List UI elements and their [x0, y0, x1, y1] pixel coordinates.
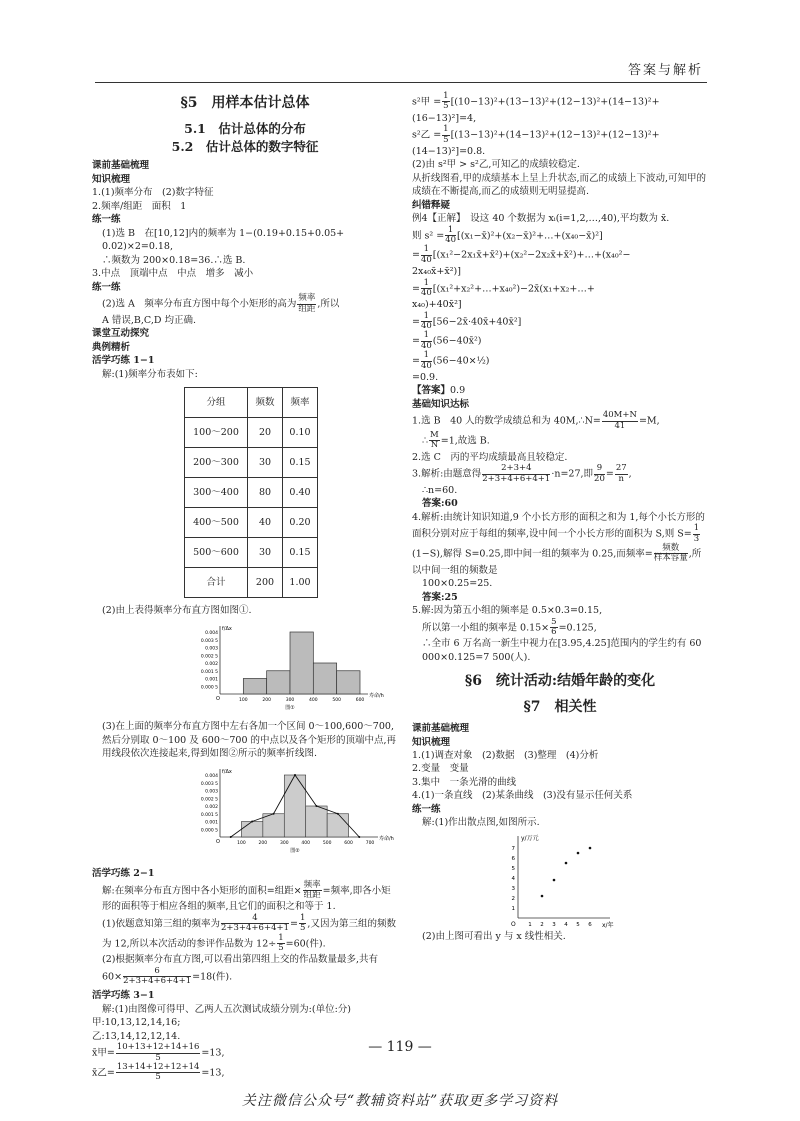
scatter-plot — [498, 832, 628, 930]
y-tick-label: 0.002 — [205, 804, 218, 810]
polygon-vertex — [230, 836, 232, 838]
table-cell: 分组 — [185, 388, 248, 418]
x-tick-label: 500 — [322, 840, 332, 846]
y-tick-label: 0.000 5 — [200, 685, 218, 691]
histogram-bar — [290, 632, 313, 694]
text-line: 0.02)×2=0.18, — [102, 241, 173, 253]
equation-line: = $\frac{1}{40}$ (56−40×½) — [412, 350, 490, 371]
polygon-vertex — [251, 820, 253, 822]
heading: 课前基础梳理 — [92, 160, 150, 172]
heading: 练一练 — [92, 214, 121, 226]
text-line — [92, 294, 398, 314]
y-axis-label: f/Δx — [222, 625, 232, 632]
scatter-point — [553, 879, 556, 882]
table-cell: 30 — [248, 538, 283, 568]
table-cell: 500～600 — [185, 538, 248, 568]
x-tick-label: 100 — [239, 697, 248, 703]
polygon-vertex — [315, 805, 317, 807]
text-line — [92, 953, 398, 986]
text-span: (2)根据频率分布直方图,可以看出第四组上交的作品数量最多,共有 60× — [102, 954, 378, 983]
y-tick-label: 2 — [511, 895, 515, 902]
y-tick-label: 0.001 5 — [200, 669, 218, 675]
frequency-table — [184, 387, 318, 598]
text-line: 1.(1)频率分布 (2)数字特征 — [92, 187, 214, 199]
paragraph: 从折线图看,甲的成绩基本上呈上升状态,而乙的成绩上下波动,可知甲的成绩在不断提高,而乙的成绩则无明显提高. — [412, 172, 707, 198]
fraction: $\frac{1}{40}$ — [420, 244, 432, 265]
heading: 活学巧练 3−1 — [92, 990, 155, 1002]
origin-label: O — [511, 920, 516, 928]
text-span: (2)选 A 频率分布直方图中每个小矩形的高为 — [102, 298, 297, 310]
polygon-vertex — [358, 836, 360, 838]
x-tick-label: 1 — [528, 921, 532, 928]
table-cell: 300～400 — [185, 478, 248, 508]
fraction: $\frac{40M+N}{41}$ — [602, 410, 637, 431]
text-line: (2)由 s²甲 > s²乙,可知乙的成绩较稳定. — [412, 159, 580, 171]
text-line: ∴频数为 200×0.18=36.∴选 B. — [102, 254, 246, 266]
x-axis-label: x/年 — [602, 921, 614, 929]
text-line: 2.变量 变量 — [412, 763, 469, 775]
y-tick-label: 0.001 — [205, 677, 218, 683]
section-title: §7 相关性 — [523, 699, 597, 716]
text-line: (1)依题意知第三组的频率为 $\frac{4}{2+3+4+6+4+1}$ = $\frac{1}{5}$ ,又因为第三组的频数为 12,所以本次活动的参评作品数为 12÷ $\frac{1}{5}$ =60(件). — [102, 912, 396, 953]
text-line: 解:(1)作出散点图,如图所示. — [422, 817, 540, 829]
histogram-bar — [267, 671, 290, 694]
table-row — [185, 538, 318, 568]
y-tick-label: 3 — [511, 885, 515, 892]
fraction: $\frac{1}{5}$ — [278, 932, 284, 953]
heading: 课前基础梳理 — [412, 723, 470, 735]
figure-caption: 图② — [290, 847, 300, 854]
histogram-figure-1 — [190, 624, 390, 712]
y-axis-label: f/Δx — [222, 768, 232, 775]
x-axis-label: 寿命/h — [379, 835, 394, 842]
text-line: x̄甲= $\frac{10+13+12+14+16}{5}$ =13, — [92, 1042, 225, 1063]
text-span: ,所以 — [317, 298, 340, 310]
fraction: $\frac{1}{5}$ — [443, 91, 449, 112]
y-tick-label: 0.002 5 — [200, 654, 218, 660]
fraction: $\frac{9}{20}$ — [594, 463, 605, 484]
y-tick-label: 6 — [511, 855, 515, 862]
origin-label: O — [216, 838, 220, 845]
section-title: §6 统计活动:结婚年龄的变化 — [464, 673, 656, 690]
text-line: ∴ $\frac{M}{N}$ =1,故选 B. — [422, 430, 490, 451]
text-line: 乙:13,14,12,12,14. — [92, 1030, 181, 1042]
table-cell: 0.10 — [283, 418, 318, 448]
answer-line: 答案:25 — [422, 591, 458, 603]
text-line: (14−13)²]=0.8. — [412, 145, 486, 157]
text-span: ,又因为第三组的频数为 12,所以本次活动的参评作品数为 12÷ — [102, 918, 396, 949]
text-line: 解:(1)由图像可得甲、乙两人五次测试成绩分别为:(单位:分) — [102, 1003, 351, 1015]
subsection-title: 5.1 估计总体的分布 — [184, 120, 306, 136]
text-line — [92, 881, 398, 914]
y-tick-label: 0.003 5 — [200, 781, 218, 787]
y-tick-label: 0.002 5 — [200, 797, 218, 802]
fraction: $\frac{13+14+12+12+14}{5}$ — [116, 1062, 200, 1083]
text-line: A 错误,B,C,D 均正确. — [102, 314, 197, 326]
fraction: $\frac{\text{频率}}{\text{组距}}$ — [303, 879, 321, 901]
x-tick-label: 5 — [576, 921, 580, 928]
table-cell: 20 — [248, 418, 283, 448]
frequency-polygon-figure-2 — [190, 767, 400, 855]
equation-line: = $\frac{1}{40}$ [(x₁²−2x₁x̄+x̄²)+(x₂²−2x₂x̄+x̄²)+…+(x₄₀²− — [412, 244, 631, 265]
text-line: ∴n=60. — [422, 484, 458, 496]
header-title: 答案与解析 — [627, 63, 703, 78]
x-tick-label: 3 — [552, 921, 556, 928]
fraction: $\frac{1}{40}$ — [420, 350, 432, 371]
x-tick-label: 6 — [588, 921, 592, 928]
text-span: =频率,即各小矩形的面积等于相应各组的频率,且它们的面积之和等于 1. — [102, 885, 391, 913]
fraction: $\frac{1}{5}$ — [300, 912, 306, 934]
text-line: 3.解析:由题意得 $\frac{2+3+4}{2+3+4+6+4+1}$ ·n=27,即 $\frac{9}{20}$ = $\frac{27}{n}$ , — [412, 463, 632, 484]
text-line: 3.集中 一条光滑的曲线 — [412, 776, 517, 788]
fraction: $\frac{M}{N}$ — [430, 430, 439, 451]
equation-line: x₄₀)+40x̄²] — [412, 299, 462, 311]
x-tick-label: 600 — [355, 697, 365, 703]
histogram-bar — [327, 814, 348, 837]
polygon-vertex — [273, 813, 275, 815]
figure-caption: 图① — [285, 704, 295, 711]
table-cell: 80 — [248, 478, 283, 508]
table-row — [185, 418, 318, 448]
fraction: $\frac{1}{40}$ — [420, 330, 432, 351]
text-line: 1.(1)调查对象 (2)数据 (3)整理 (4)分析 — [412, 750, 599, 761]
paragraph: ∴全市 6 万名高一新生中视力在[3.95,4.25]范围内的学生约有 60 000×0.125=7 500(人). — [422, 638, 702, 663]
page-header — [95, 62, 707, 83]
y-tick-label: 0.003 — [205, 646, 218, 652]
scatter-point — [565, 862, 568, 865]
equation-line: =0.9. — [412, 371, 439, 383]
heading: 典例精析 — [92, 341, 131, 353]
y-tick-label: 0.000 5 — [200, 828, 218, 833]
x-tick-label: 300 — [279, 840, 289, 846]
text-line: (2)由上表得频率分布直方图如图①. — [102, 605, 252, 617]
scatter-point — [577, 852, 580, 855]
histogram-bar — [241, 821, 262, 837]
text-line: 4.(1)一条直线 (2)某条曲线 (3)没有显示任何关系 — [412, 790, 633, 802]
y-tick-label: 0.003 5 — [200, 638, 218, 644]
heading: 基础知识达标 — [412, 398, 470, 410]
footer-note: 关注微信公众号“教辅资料站”获取更多学习资料 — [241, 1093, 559, 1109]
heading: 活学巧练 1−1 — [92, 355, 155, 367]
paragraph: 4.解析:由统计知识知道,9 个小长方形的面积之和为 1,每个小长方形的面积分别对应于每组的频率,设中间一个小长方形的面积为 S,则 S= $\frac{1}{3}$ (1−S),解得 S=0.25,即中间一组的频率为 0.25,而频率= $\frac{\text{频数}}{\text{样本容量}}$ ,所以中间一组的频数是 — [412, 511, 705, 576]
text-line: x̄乙= $\frac{13+14+12+12+14}{5}$ =13, — [92, 1062, 225, 1083]
page-number: — 119 — — [368, 1039, 432, 1055]
histogram-bar — [306, 806, 327, 837]
x-tick-label: 300 — [285, 697, 295, 703]
table-header-row — [185, 388, 318, 418]
heading: 知识梳理 — [92, 173, 131, 185]
table-cell: 30 — [248, 448, 283, 478]
table-cell: 200 — [248, 568, 283, 598]
fraction: $\frac{\text{频数}}{\text{样本容量}}$ — [653, 543, 688, 564]
table-row — [185, 568, 318, 598]
heading: 纠错释疑 — [412, 199, 451, 211]
equation-line: = $\frac{1}{40}$ [56−2x̄·40x̄+40x̄²] — [412, 310, 522, 332]
table-cell: 200～300 — [185, 448, 248, 478]
fraction: $\frac{2+3+4}{2+3+4+6+4+1}$ — [482, 463, 551, 484]
text-line: 甲:10,13,12,14,16; — [92, 1017, 181, 1029]
text-line: s²甲 = $\frac{1}{5}$ [(10−13)²+(13−13)²+(12−13)²+(14−13)²+ — [412, 91, 660, 112]
histogram-bar — [313, 663, 336, 694]
x-tick-label: 700 — [365, 840, 375, 846]
y-tick-label: 1 — [511, 905, 515, 912]
y-tick-label: 5 — [511, 865, 515, 872]
equation-line: 则 s² = $\frac{1}{40}$ [(x₁−x̄)²+(x₂−x̄)²+…+(x₄₀−x̄)²] — [412, 224, 603, 246]
text-span: (1)依题意知第三组的频率为 — [102, 918, 220, 930]
table-row — [185, 448, 318, 478]
y-tick-label: 7 — [511, 845, 515, 852]
y-axis-label: y/万元 — [521, 834, 539, 842]
heading: 练一练 — [412, 803, 441, 815]
text-line: 1.选 B 40 人的数学成绩总和为 40M,∴N= $\frac{40M+N}{41}$ =M, — [412, 410, 660, 431]
text-span: =60(件). — [285, 937, 326, 949]
answer-line: 【答案】0.9 — [412, 385, 466, 397]
origin-label: O — [216, 695, 220, 702]
heading: 活学巧练 2−1 — [92, 868, 155, 880]
table-row — [185, 478, 318, 508]
histogram-bar — [263, 814, 284, 837]
table-cell: 400～500 — [185, 508, 248, 538]
x-tick-label: 4 — [564, 921, 568, 928]
y-tick-label: 0.001 — [205, 820, 218, 826]
paragraph: (3)在上面的频率分布直方图中左右各加一个区间 0～100,600～700,然后分别取 0～100 及 600～700 的中点以及各个矩形的顶端中点,再用线段依次连接起来,得到如图②所示的频率折线图. — [102, 721, 397, 760]
table-cell: 合计 — [185, 568, 248, 598]
y-tick-label: 0.004 — [205, 630, 218, 636]
x-tick-label: 200 — [258, 840, 268, 846]
y-tick-label: 0.003 — [205, 789, 218, 795]
table-cell: 频数 — [248, 388, 283, 418]
text-line: (1)选 B 在[10,12]内的频率为 1−(0.19+0.15+0.05+ — [102, 227, 345, 239]
text-line: 2.频率/组距 面积 1 — [92, 200, 187, 212]
scatter-point — [541, 895, 544, 898]
fraction: $\frac{1}{40}$ — [420, 310, 432, 332]
text-line: (16−13)²]=4, — [412, 112, 477, 124]
table-cell: 100～200 — [185, 418, 248, 448]
equation-line: = $\frac{1}{40}$ [(x₁²+x₂²+…+x₄₀²)−2x̄(x₁+x₂+…+ — [412, 277, 595, 298]
text-line: s²乙 = $\frac{1}{5}$ [(13−13)²+(14−13)²+(12−13)²+(12−13)²+ — [412, 124, 660, 145]
text-line: 所以第一小组的频率是 0.15× $\frac{5}{6}$ =0.125, — [422, 616, 597, 637]
fraction: $\frac{1}{40}$ — [445, 224, 457, 246]
x-tick-label: 600 — [344, 840, 353, 846]
fraction: $\frac{4}{2+3+4+6+4+1}$ — [220, 912, 290, 934]
fraction: $\frac{6}{2+3+4+6+4+1}$ — [123, 965, 192, 987]
section-title: §5 用样本估计总体 — [180, 95, 310, 111]
histogram-bar — [337, 671, 360, 694]
text-line: 3.中点 顶端中点 中点 增多 减小 — [92, 268, 254, 280]
table-cell: 0.15 — [283, 448, 318, 478]
fraction: $\frac{27}{n}$ — [615, 463, 627, 484]
table-cell: 0.20 — [283, 508, 318, 538]
heading: 课堂互动探究 — [92, 328, 150, 340]
table-cell: 0.40 — [283, 478, 318, 508]
scatter-point — [589, 847, 592, 850]
polygon-vertex — [337, 813, 339, 815]
left-column — [92, 92, 398, 1083]
fraction: $\frac{1}{5}$ — [443, 124, 449, 145]
heading: 知识梳理 — [412, 736, 451, 748]
polygon-vertex — [294, 774, 296, 776]
x-tick-label: 200 — [262, 697, 271, 703]
fraction: $\frac{1}{40}$ — [420, 277, 432, 298]
table-cell: 频率 — [283, 388, 318, 418]
fraction: $\frac{10+13+12+14+16}{5}$ — [116, 1042, 200, 1063]
text-line: (2)由上图可看出 y 与 x 线性相关. — [422, 930, 566, 942]
table-cell: 40 — [248, 508, 283, 538]
x-tick-label: 400 — [309, 697, 318, 703]
x-axis-label: 寿命/h — [369, 692, 384, 699]
text-span: =18(件). — [192, 971, 233, 983]
y-tick-label: 0.002 — [205, 661, 218, 667]
answer-line: 答案:60 — [422, 498, 458, 510]
x-tick-label: 2 — [540, 921, 544, 928]
x-tick-label: 500 — [332, 697, 341, 703]
histogram-bar — [284, 775, 305, 837]
histogram-bar — [243, 678, 266, 694]
y-tick-label: 0.001 5 — [200, 812, 218, 818]
table-cell: 1.00 — [283, 568, 318, 598]
text-line: 解:(1)频率分布表如下: — [102, 368, 198, 380]
fraction: $\frac{\text{频率}}{\text{组距}}$ — [298, 293, 316, 314]
text-line: 2.选 C 丙的平均成绩最高且较稳定. — [412, 451, 568, 463]
equation-line: = $\frac{1}{40}$ (56−40x̄²) — [412, 330, 482, 351]
fraction: $\frac{5}{6}$ — [551, 616, 557, 637]
text-span: 解:在频率分布直方图中各小矩形的面积=组距× — [102, 885, 302, 897]
table-row — [185, 508, 318, 538]
right-column — [412, 92, 708, 943]
x-tick-label: 400 — [301, 840, 311, 846]
table-cell: 0.15 — [283, 538, 318, 568]
subsection-title: 5.2 估计总体的数字特征 — [171, 138, 319, 154]
fraction: $\frac{1}{3}$ — [693, 523, 700, 544]
y-tick-label: 4 — [511, 875, 515, 882]
text-line: 例4【正解】 设这 40 个数据为 xᵢ(i=1,2,…,40),平均数为 x̄. — [412, 213, 670, 225]
text-line: 100×0.25=25. — [422, 578, 493, 590]
x-tick-label: 100 — [237, 840, 246, 846]
text-line: 5.解:因为第五小组的频率是 0.5×0.3=0.15, — [412, 605, 603, 617]
heading: 练一练 — [92, 281, 121, 293]
y-tick-label: 0.004 — [205, 773, 218, 779]
equation-line: 2x₄₀x̄+x̄²)] — [412, 266, 461, 278]
